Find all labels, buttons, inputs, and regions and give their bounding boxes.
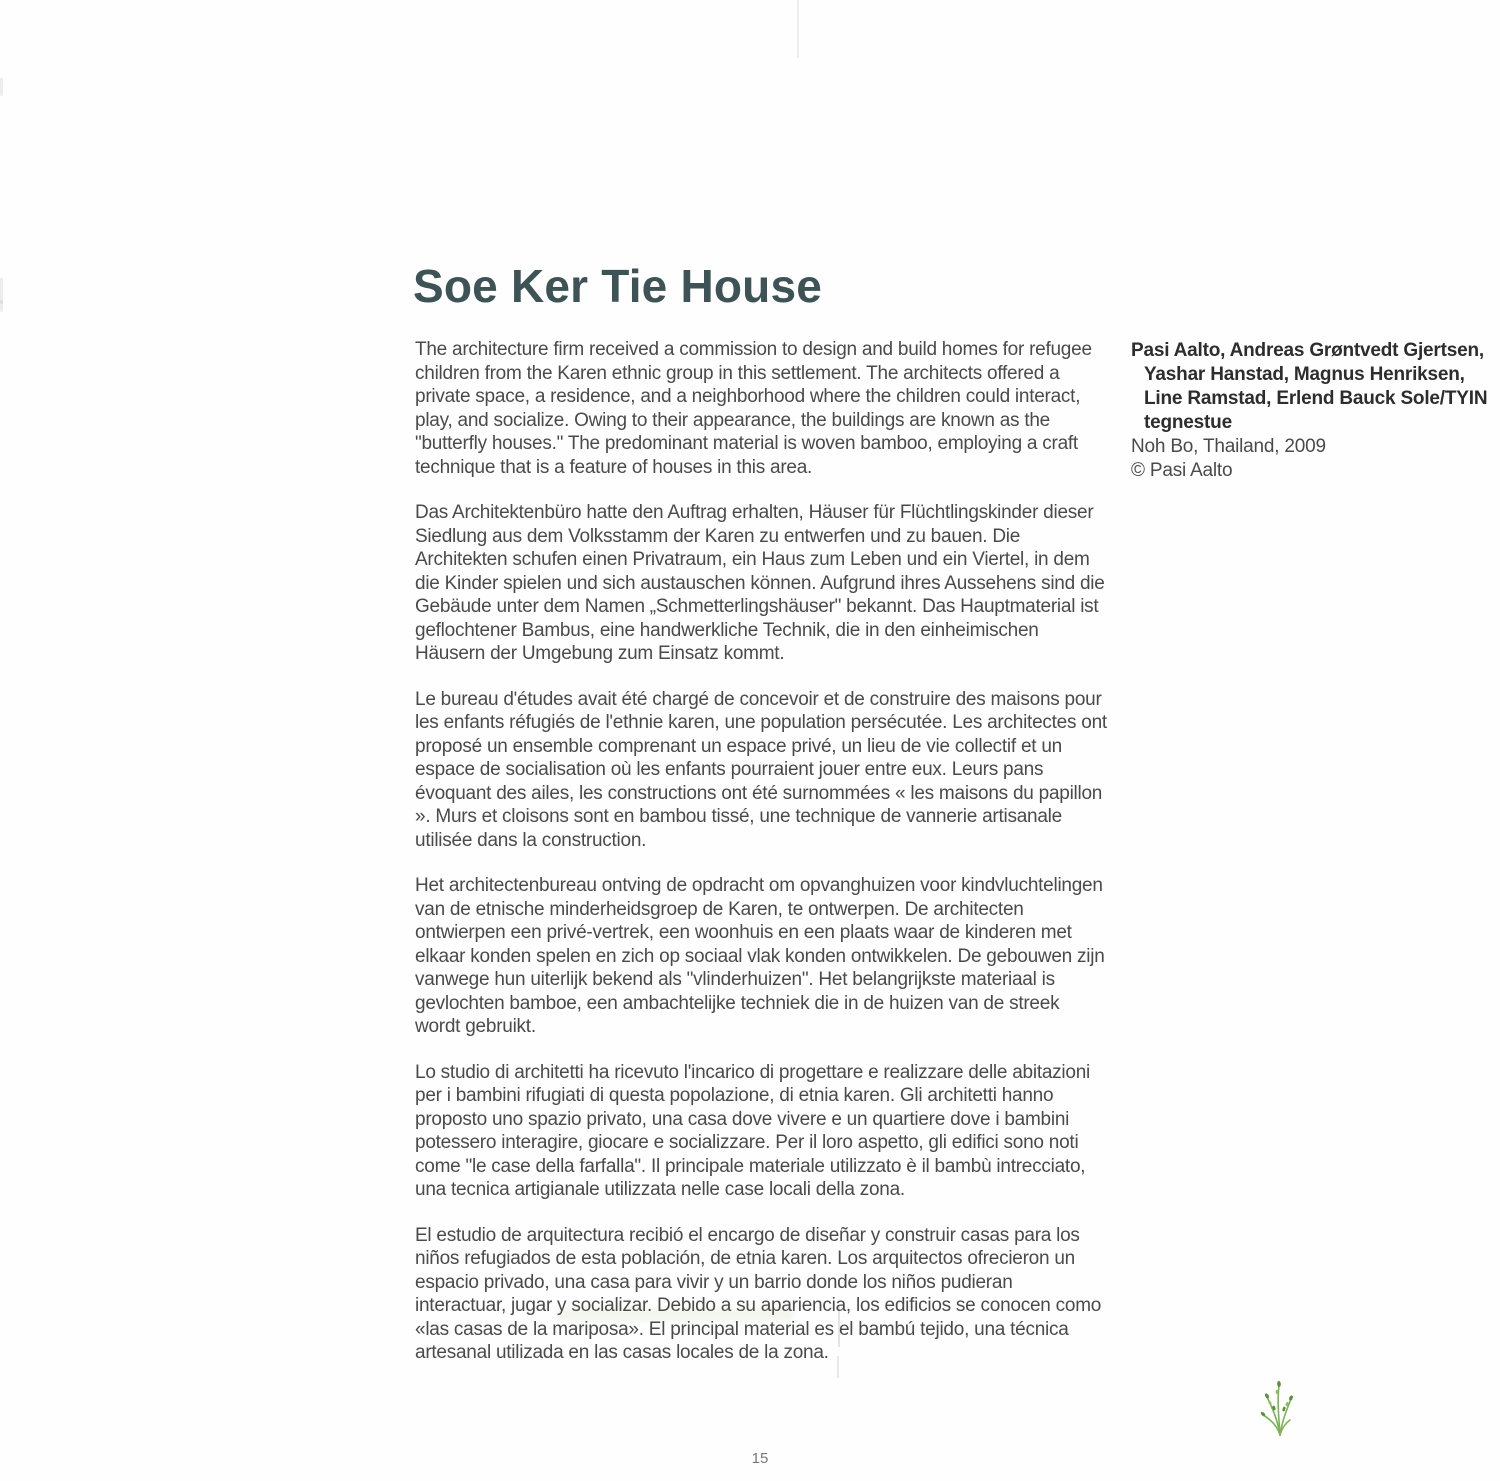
paragraph-french: Le bureau d'études avait été chargé de concevoir et de construire des maisons pour les enfants réfugiés de l'ethnie karen, une population persécutée. Les architectes ont proposé un ensemble comprenant un espace privé, un lieu de vie collectif et un espace de socialisation où les enfants pourraient jouer entre eux. Leurs pans évoquant des ailes, les constructions ont été surnommées « les maisons du papillon ». Murs et cloisons sont en bambou tissé, une technique de vannerie artisanale utilisée dans la construction. (415, 688, 1107, 851)
page-title: Soe Ker Tie House (413, 259, 823, 312)
scan-fold-line (797, 0, 799, 58)
credit-location-year: Noh Bo, Thailand, 2009 (1131, 436, 1326, 457)
paragraph-dutch: Het architectenbureau ontving de opdracht om opvanghuizen voor kindvluchtelingen van de etnische minderheidsgroep de Karen, te ontwerpen. De architecten ontwierpen een privé-vertrek, een woonhuis en een plaats waar de kinderen met elkaar konden spelen en zich op sociaal vlak konden ontwikkelen. De gebouwen zijn vanwege hun uiterlijk bekend als "vlinderhuizen". Het belangrijkste materiaal is gevlochten bamboe, een ambachtelijke techniek die in de huizen van de streek wordt gebruikt. (415, 875, 1105, 1037)
credit-studio-line: tegnestue (1144, 412, 1232, 433)
credit-architects-line: Pasi Aalto, Andreas Grøntvedt Gjertsen, (1131, 340, 1484, 361)
plant-sprig-icon (1250, 1375, 1310, 1437)
project-credits (1131, 339, 1491, 483)
paragraph-english: The architecture firm received a commission to design and build homes for refugee children from the Karen ethnic group in this settlement. The architects offered a private space, a residence, and a neighborhood where the children could interact, play, and socialize. Owing to their appearance, the buildings are known as the "butterfly houses." The predominant material is woven bamboo, employing a craft technique that is a feature of houses in this area. (415, 339, 1092, 478)
credit-architects-line: Yashar Hanstad, Magnus Henriksen, (1144, 364, 1465, 385)
paragraph-spanish: El estudio de arquitectura recibió el encargo de diseñar y construir casas para los niños refugiados de esta población, de etnia karen. Los arquitectos ofrecieron un espacio privado, una casa para vivir y un barrio donde los niños pudieran interactuar, jugar y socializar. Debido a su apariencia, los edificios se conocen como «las casas de la mariposa». El principal material es el bambú tejido, una técnica artesanal utilizada en las casas locales de la zona. (415, 1224, 1102, 1363)
paragraph-italian: Lo studio di architetti ha ricevuto l'incarico di progettare e realizzare delle abitazioni per i bambini rifugiati di questa popolazione, di etnia karen. Gli architetti hanno proposto uno spazio privato, una casa dove vivere e un quartiere dove i bambini potessero interagire, giocare e socializzare. Per il loro aspetto, gli edifici sono noti come "le case della farfalla". Il principale materiale utilizzato è il bambù intrecciato, una tecnica artigianale utilizzata nelle case locali della zona. (415, 1061, 1091, 1200)
paragraph-german: Das Architektenbüro hatte den Auftrag erhalten, Häuser für Flüchtlingskinder dieser Siedlung aus dem Volksstamm der Karen zu entwerfen und zu bauen. Die Architekten schufen einen Privatraum, ein Haus zum Leben und ein Viertel, in dem die Kinder spielen und sich austauschen können. Aufgrund ihres Aussehens sind die Gebäude unter dem Namen „Schmetterlingshäuser" bekannt. Das Hauptmaterial ist geflochtener Bambus, eine handwerkliche Technik, die in den einheimischen Häusern der Umgebung zum Einsatz kommt. (415, 502, 1105, 664)
page-edge-mark (0, 78, 3, 96)
credit-architects-line: Line Ramstad, Erlend Bauck Sole/TYIN (1144, 388, 1488, 409)
credit-photo-copyright: © Pasi Aalto (1131, 460, 1233, 481)
page-number: 15 (751, 1450, 769, 1467)
page-edge-mark (0, 300, 3, 312)
body-text-column (415, 338, 1107, 1387)
